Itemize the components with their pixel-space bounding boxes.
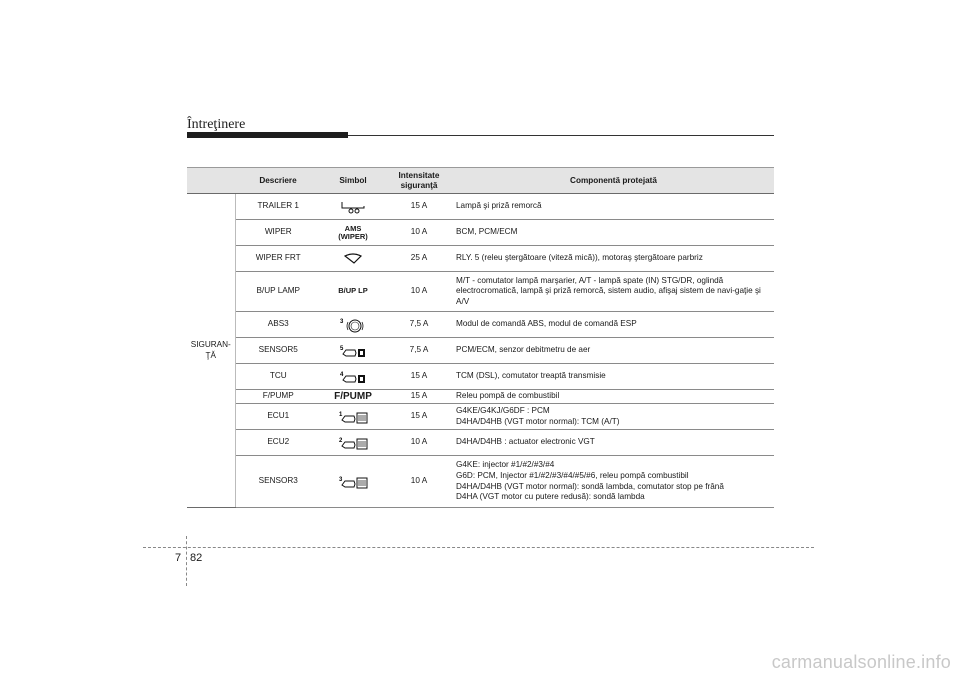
- header-component: Componentă protejată: [453, 168, 774, 194]
- table-header-row: [187, 168, 774, 194]
- symbol-index: 4: [340, 371, 344, 378]
- table-row: [187, 456, 774, 508]
- row-description: SENSOR3: [235, 456, 321, 508]
- table-row: [187, 312, 774, 338]
- trailer-icon: [321, 194, 385, 220]
- row-description: WIPER FRT: [235, 246, 321, 272]
- row-component: BCM, PCM/ECM: [453, 220, 774, 246]
- row-description: ECU2: [235, 430, 321, 456]
- table-row: [187, 390, 774, 404]
- table-row: [187, 364, 774, 390]
- row-description: F/PUMP: [235, 390, 321, 404]
- header-description: Descriere: [235, 168, 321, 194]
- table-row: [187, 272, 774, 312]
- chapter-number: 7: [175, 552, 182, 564]
- table-row: [187, 430, 774, 456]
- table-row: [187, 404, 774, 430]
- symbol-index: 2: [339, 437, 343, 444]
- row-component: RLY. 5 (releu ştergătoare (viteză mică)), motoraş ştergătoare parbriz: [453, 246, 774, 272]
- symbol-label: B/UP LP: [338, 286, 368, 296]
- row-component: Modul de comandă ABS, modul de comandă ESP: [453, 312, 774, 338]
- row-description: B/UP LAMP: [235, 272, 321, 312]
- wiper-icon: [321, 246, 385, 272]
- symbol-text: [321, 390, 385, 404]
- section-title: Întreţinere: [187, 117, 246, 132]
- header-bar: [187, 132, 348, 138]
- ecu-icon: [321, 404, 385, 430]
- header-rating: Intensitate siguranţă: [385, 168, 453, 194]
- row-rating: 7,5 A: [385, 338, 453, 364]
- group-label: SIGURAN-ŢĂ: [187, 194, 235, 508]
- symbol-text: [321, 272, 385, 312]
- symbol-index: 3: [339, 476, 343, 483]
- row-component: Releu pompă de combustibil: [453, 390, 774, 404]
- row-rating: 15 A: [385, 364, 453, 390]
- row-component: PCM/ECM, senzor debitmetru de aer: [453, 338, 774, 364]
- symbol-label: F/PUMP: [334, 391, 372, 402]
- header-symbol: Simbol: [321, 168, 385, 194]
- table-row: [187, 220, 774, 246]
- table-row: [187, 338, 774, 364]
- row-rating: 10 A: [385, 456, 453, 508]
- row-component: D4HA/D4HB : actuator electronic VGT: [453, 430, 774, 456]
- header-rule: [348, 135, 774, 136]
- row-rating: 10 A: [385, 220, 453, 246]
- row-description: TRAILER 1: [235, 194, 321, 220]
- page-number: 82: [190, 552, 203, 564]
- row-description: WIPER: [235, 220, 321, 246]
- table-row: [187, 246, 774, 272]
- row-description: ECU1: [235, 404, 321, 430]
- watermark: carmanualsonline.info: [771, 652, 951, 672]
- fuse-table: [187, 167, 774, 508]
- row-component: Lampă şi priză remorcă: [453, 194, 774, 220]
- row-rating: 15 A: [385, 390, 453, 404]
- symbol-index: 1: [339, 411, 343, 418]
- row-description: ABS3: [235, 312, 321, 338]
- ecu-icon: [321, 456, 385, 508]
- row-component: TCM (DSL), comutator treaptă transmisie: [453, 364, 774, 390]
- header-group: [187, 168, 235, 194]
- symbol-index: 5: [340, 345, 344, 352]
- ecu-icon: [321, 430, 385, 456]
- row-rating: 25 A: [385, 246, 453, 272]
- symbol-label: AMS (WIPER): [338, 223, 368, 241]
- abs-icon: [321, 312, 385, 338]
- table-row: [187, 194, 774, 220]
- row-rating: 15 A: [385, 194, 453, 220]
- engine-sensor-icon: [321, 364, 385, 390]
- row-description: TCU: [235, 364, 321, 390]
- row-component: M/T - comutator lampă marşarier, A/T - lampă spate (IN) STG/DR, oglindă electrocromatică, lampă şi priză remorcă, sistem audio, afişaj sistem de navi-gaţie şi A/V: [453, 272, 774, 312]
- symbol-index: 3: [340, 318, 344, 325]
- row-description: SENSOR5: [235, 338, 321, 364]
- row-component: G4KE/G4KJ/G6DF : PCM D4HA/D4HB (VGT motor normal): TCM (A/T): [453, 404, 774, 430]
- row-rating: 15 A: [385, 404, 453, 430]
- row-rating: 10 A: [385, 272, 453, 312]
- footer-rule: [143, 547, 814, 548]
- row-rating: 10 A: [385, 430, 453, 456]
- footer-divider: [186, 536, 187, 586]
- row-component: G4KE: injector #1/#2/#3/#4 G6D: PCM, Injector #1/#2/#3/#4/#5/#6, releu pompă combustibil D4HA/D4HB (VGT motor normal): sondă lambda, comutator stop pe frână D4HA (VGT motor cu putere redusă): sondă lambda: [453, 456, 774, 508]
- engine-sensor-icon: [321, 338, 385, 364]
- row-rating: 7,5 A: [385, 312, 453, 338]
- symbol-text: [321, 220, 385, 246]
